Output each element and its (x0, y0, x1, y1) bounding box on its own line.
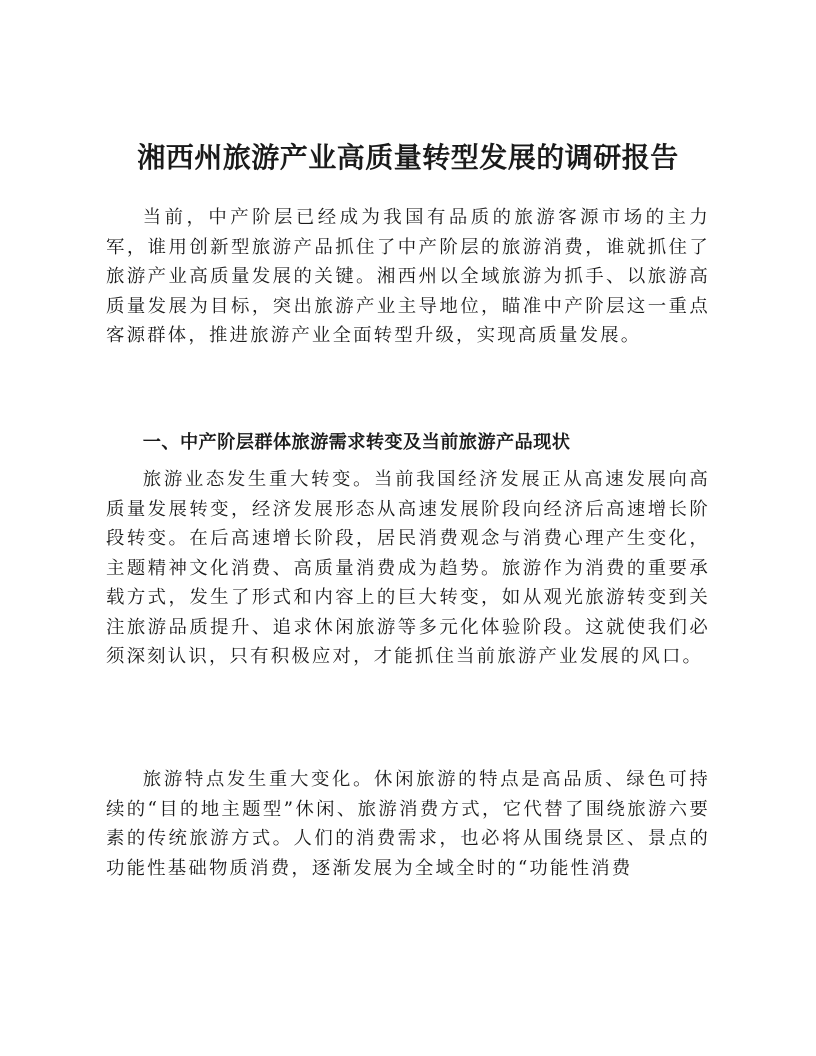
paragraph-feature-change: 旅游特点发生重大变化。休闲旅游的特点是高品质、绿色可持续的“目的地主题型”休闲、旅游消费方式，它代替了围绕旅游六要素的传统旅游方式。人们的消费需求，也必将从围绕景区、景点的功能性基础物质消费，逐渐发展为全域全时的“功能性消费 (106, 769, 710, 879)
document-title: 湘西州旅游产业高质量转型发展的调研报告 (137, 141, 679, 174)
paragraph-business-change: 旅游业态发生重大转变。当前我国经济发展正从高速发展向高质量发展转变，经济发展形态从高速发展阶段向经济后高速增长阶段转变。在后高速增长阶段，居民消费观念与消费心理产生变化，主题精神文化消费、高质量消费成为趋势。旅游作为消费的重要承载方式，发生了形式和内容上的巨大转变，如从观光旅游转变到关注旅游品质提升、追求休闲旅游等多元化体验阶段。这就使我们必须深刻认识，只有积极应对，才能抓住当前旅游产业发展的风口。 (106, 469, 710, 667)
section-heading-1: 一、中产阶层群体旅游需求转变及当前旅游产品现状 (142, 432, 571, 453)
intro-paragraph: 当前，中产阶层已经成为我国有品质的旅游客源市场的主力军，谁用创新型旅游产品抓住了中产阶层的旅游消费，谁就抓住了旅游产业高质量发展的关键。湘西州以全域旅游为抓手、以旅游高质量发展为目标，突出旅游产业主导地位，瞄准中产阶层这一重点客源群体，推进旅游产业全面转型升级，实现高质量发展。 (106, 207, 710, 346)
